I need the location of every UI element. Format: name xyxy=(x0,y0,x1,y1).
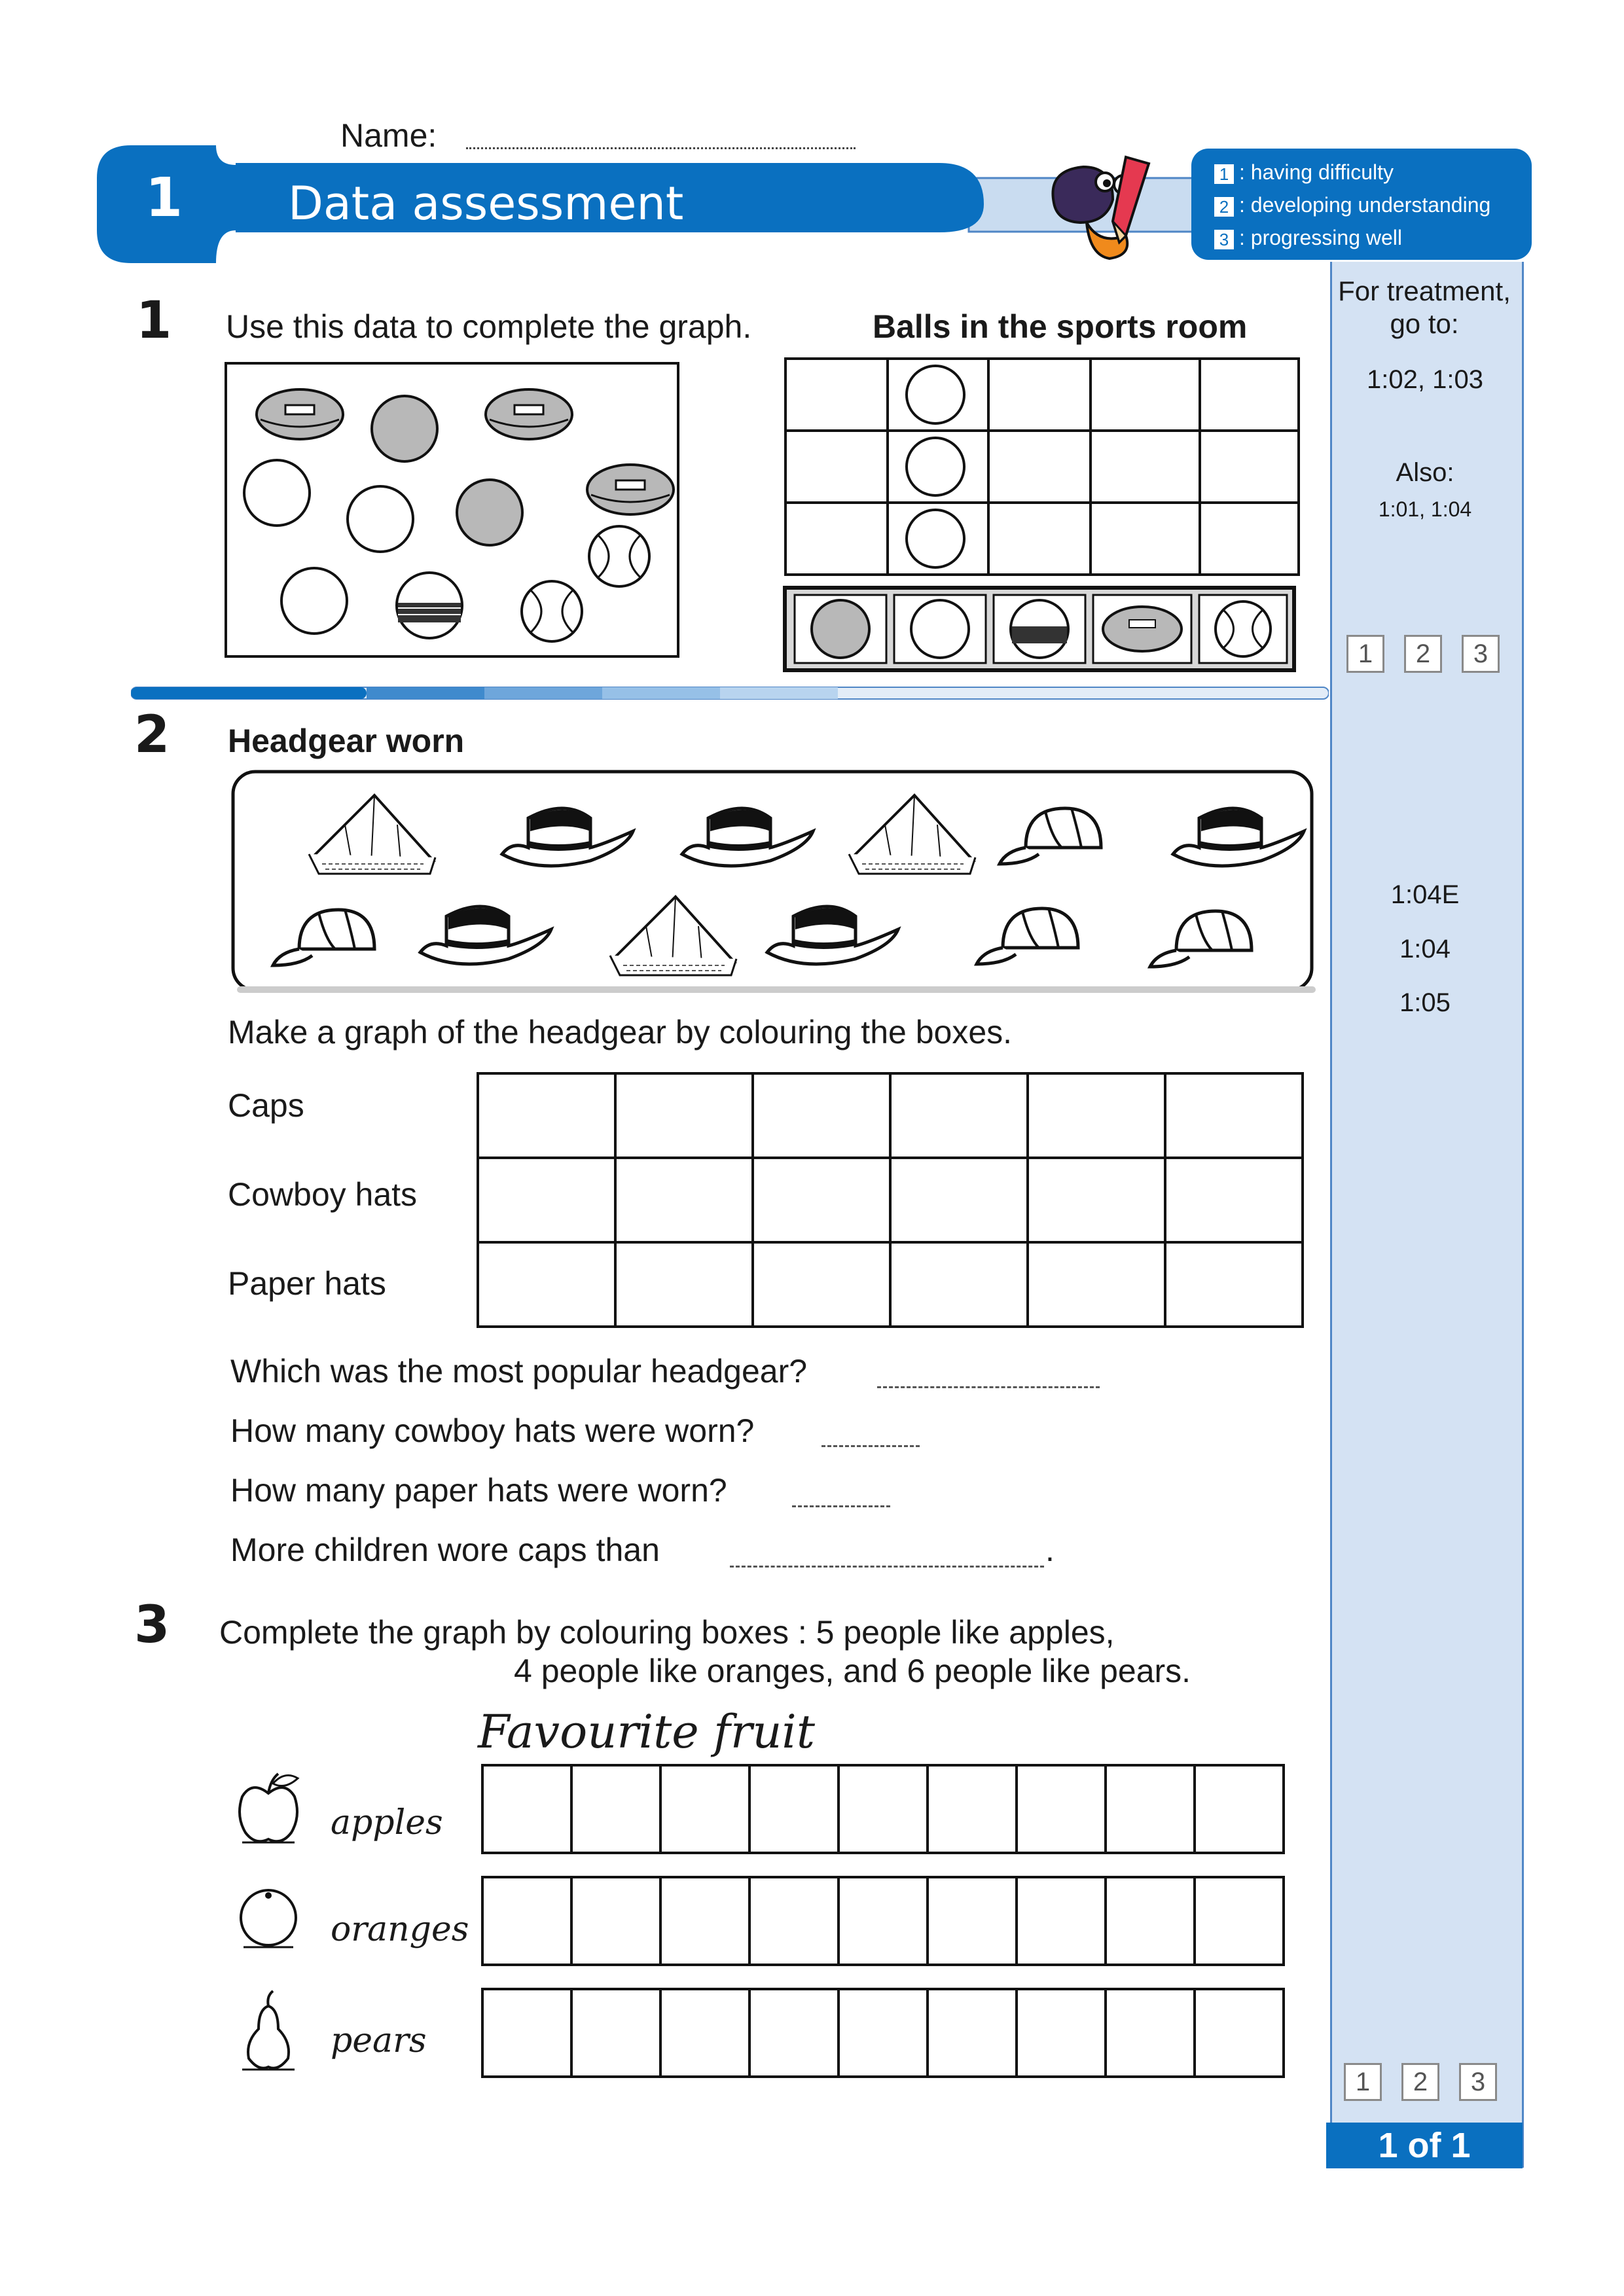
also-label: Also: xyxy=(1396,458,1454,487)
white-ball-icon xyxy=(907,366,964,423)
graph-cell[interactable] xyxy=(615,1158,753,1242)
grey-ball-icon xyxy=(457,480,522,545)
unit-number: 1 xyxy=(145,167,183,229)
question-number: 1 xyxy=(136,291,172,350)
legend-num: 3 xyxy=(1214,230,1234,249)
fruit-graph-row-pears xyxy=(481,1988,1285,2078)
fruit-graph-row-oranges xyxy=(481,1876,1285,1966)
graph-cell[interactable] xyxy=(1195,1989,1284,2077)
example-circles xyxy=(784,357,1295,580)
graph-cell[interactable] xyxy=(478,1242,615,1327)
graph-cell[interactable] xyxy=(749,1877,839,1965)
white-ball-icon xyxy=(281,568,347,634)
graph-cell[interactable] xyxy=(1106,1765,1195,1853)
graph-cell[interactable] xyxy=(1028,1242,1165,1327)
q2-ref: 1:04E xyxy=(1390,880,1460,909)
balls-graph-key xyxy=(783,586,1300,674)
tennis-ball-icon xyxy=(1216,601,1271,656)
q2-ref: 1:04 xyxy=(1399,935,1451,963)
question-number: 3 xyxy=(134,1596,170,1655)
football-icon xyxy=(257,389,343,439)
answer-line[interactable] xyxy=(877,1386,1100,1388)
treatment-refs: 1:02, 1:03 xyxy=(1367,365,1483,394)
rating-box-1[interactable]: 1 xyxy=(1344,2063,1382,2101)
graph-cell[interactable] xyxy=(615,1242,753,1327)
rating-box-3[interactable]: 3 xyxy=(1462,635,1500,673)
graph-cell[interactable] xyxy=(1017,1989,1106,2077)
page-title: Data assessment xyxy=(288,177,684,230)
q2-title: Headgear worn xyxy=(228,723,465,759)
answer-line[interactable] xyxy=(730,1566,1044,1568)
graph-cell[interactable] xyxy=(660,1989,749,2077)
row-label-oranges: oranges xyxy=(331,1910,469,1949)
football-icon xyxy=(587,465,674,514)
cricket-ball-icon xyxy=(397,573,462,638)
graph-cell[interactable] xyxy=(928,1989,1017,2077)
rating-box-2[interactable]: 2 xyxy=(1404,635,1442,673)
graph-cell[interactable] xyxy=(1017,1765,1106,1853)
graph-cell[interactable] xyxy=(571,1877,660,1965)
orange-icon xyxy=(236,1885,301,1950)
graph-cell[interactable] xyxy=(1017,1877,1106,1965)
row-label-apples: apples xyxy=(331,1803,443,1842)
q3-graph-title: Favourite fruit xyxy=(478,1705,815,1759)
white-ball-icon xyxy=(907,438,964,495)
q2-ref: 1:05 xyxy=(1399,988,1451,1017)
headgear-graph-grid xyxy=(477,1072,1304,1328)
pear-icon xyxy=(239,1990,298,2075)
graph-cell[interactable] xyxy=(482,1765,571,1853)
q3-instruction-line2: 4 people like oranges, and 6 people like pears. xyxy=(514,1653,1191,1689)
football-icon xyxy=(486,389,572,439)
question-number: 2 xyxy=(134,706,170,764)
graph-cell[interactable] xyxy=(890,1242,1028,1327)
graph-cell[interactable] xyxy=(1195,1765,1284,1853)
row-label-pears: pears xyxy=(331,2021,427,2060)
legend-item: 3 : progressing well xyxy=(1214,221,1490,254)
graph-cell[interactable] xyxy=(928,1765,1017,1853)
graph-cell[interactable] xyxy=(660,1765,749,1853)
q2-question-3: How many paper hats were worn? xyxy=(230,1472,727,1509)
apple-icon xyxy=(232,1770,304,1849)
q2-question-2: How many cowboy hats were worn? xyxy=(230,1412,755,1449)
graph-cell[interactable] xyxy=(839,1877,928,1965)
q2-question-4: More children wore caps than xyxy=(230,1532,660,1568)
q2-instruction: Make a graph of the headgear by colouring the boxes. xyxy=(228,1014,1013,1050)
grey-ball-icon xyxy=(812,600,869,658)
white-ball-icon xyxy=(907,510,964,567)
answer-line[interactable] xyxy=(792,1505,890,1507)
graph-cell[interactable] xyxy=(749,1989,839,2077)
also-refs: 1:01, 1:04 xyxy=(1378,497,1472,521)
graph-cell[interactable] xyxy=(1106,1989,1195,2077)
rating-box-1[interactable]: 1 xyxy=(1346,635,1384,673)
legend-item: 1 : having difficulty xyxy=(1214,156,1490,188)
white-ball-icon xyxy=(911,600,969,658)
row-label-cowboy-hats: Cowboy hats xyxy=(228,1176,418,1213)
legend-num: 2 xyxy=(1214,197,1234,217)
cricket-ball-icon xyxy=(1011,600,1068,658)
graph-cell[interactable] xyxy=(928,1877,1017,1965)
graph-cell[interactable] xyxy=(753,1158,890,1242)
graph-cell[interactable] xyxy=(482,1989,571,2077)
end-punctuation: . xyxy=(1045,1532,1055,1568)
answer-line[interactable] xyxy=(821,1445,920,1447)
white-ball-icon xyxy=(348,486,413,552)
rating-box-2[interactable]: 2 xyxy=(1401,2063,1439,2101)
graph-cell[interactable] xyxy=(615,1073,753,1158)
fruit-graph-row-apples xyxy=(481,1764,1285,1854)
q3-instruction-line1: Complete the graph by colouring boxes : 5 people like apples, xyxy=(219,1614,1115,1651)
treatment-label: For treatment, go to: xyxy=(1338,276,1511,339)
graph-cell[interactable] xyxy=(478,1158,615,1242)
graph-cell[interactable] xyxy=(571,1989,660,2077)
graph-cell[interactable] xyxy=(839,1765,928,1853)
white-ball-icon xyxy=(244,460,310,526)
headgear-picture xyxy=(230,769,1317,995)
balls-data-box xyxy=(225,362,679,658)
rating-box-3[interactable]: 3 xyxy=(1459,2063,1497,2101)
graph-cell[interactable] xyxy=(482,1877,571,1965)
graph-cell[interactable] xyxy=(1165,1158,1303,1242)
name-label: Name: xyxy=(340,117,437,154)
graph-cell[interactable] xyxy=(839,1989,928,2077)
graph-cell[interactable] xyxy=(1028,1158,1165,1242)
legend-num: 1 xyxy=(1214,164,1234,184)
graph-cell[interactable] xyxy=(478,1073,615,1158)
graph-cell[interactable] xyxy=(1028,1073,1165,1158)
graph-cell[interactable] xyxy=(1165,1073,1303,1158)
tennis-ball-icon xyxy=(589,526,649,586)
row-label-caps: Caps xyxy=(228,1087,304,1124)
q1-graph-title: Balls in the sports room xyxy=(873,308,1248,345)
section-divider xyxy=(131,684,1329,704)
graph-cell[interactable] xyxy=(571,1765,660,1853)
mascot-icon xyxy=(1028,144,1159,268)
graph-cell[interactable] xyxy=(753,1073,890,1158)
graph-cell[interactable] xyxy=(753,1242,890,1327)
legend-key xyxy=(1214,156,1490,254)
q2-question-1: Which was the most popular headgear? xyxy=(230,1353,808,1390)
grey-ball-icon xyxy=(372,396,437,461)
sidebar xyxy=(1330,262,1524,2168)
q1-instruction: Use this data to complete the graph. xyxy=(226,308,752,345)
tennis-ball-icon xyxy=(522,581,582,641)
graph-cell[interactable] xyxy=(1106,1877,1195,1965)
page-indicator: 1 of 1 xyxy=(1326,2123,1523,2168)
row-label-paper-hats: Paper hats xyxy=(228,1265,386,1302)
football-icon xyxy=(1103,607,1182,651)
graph-cell[interactable] xyxy=(1165,1242,1303,1327)
graph-cell[interactable] xyxy=(749,1765,839,1853)
graph-cell[interactable] xyxy=(1195,1877,1284,1965)
graph-cell[interactable] xyxy=(660,1877,749,1965)
legend-item: 2 : developing understanding xyxy=(1214,188,1490,221)
graph-cell[interactable] xyxy=(890,1073,1028,1158)
graph-cell[interactable] xyxy=(890,1158,1028,1242)
